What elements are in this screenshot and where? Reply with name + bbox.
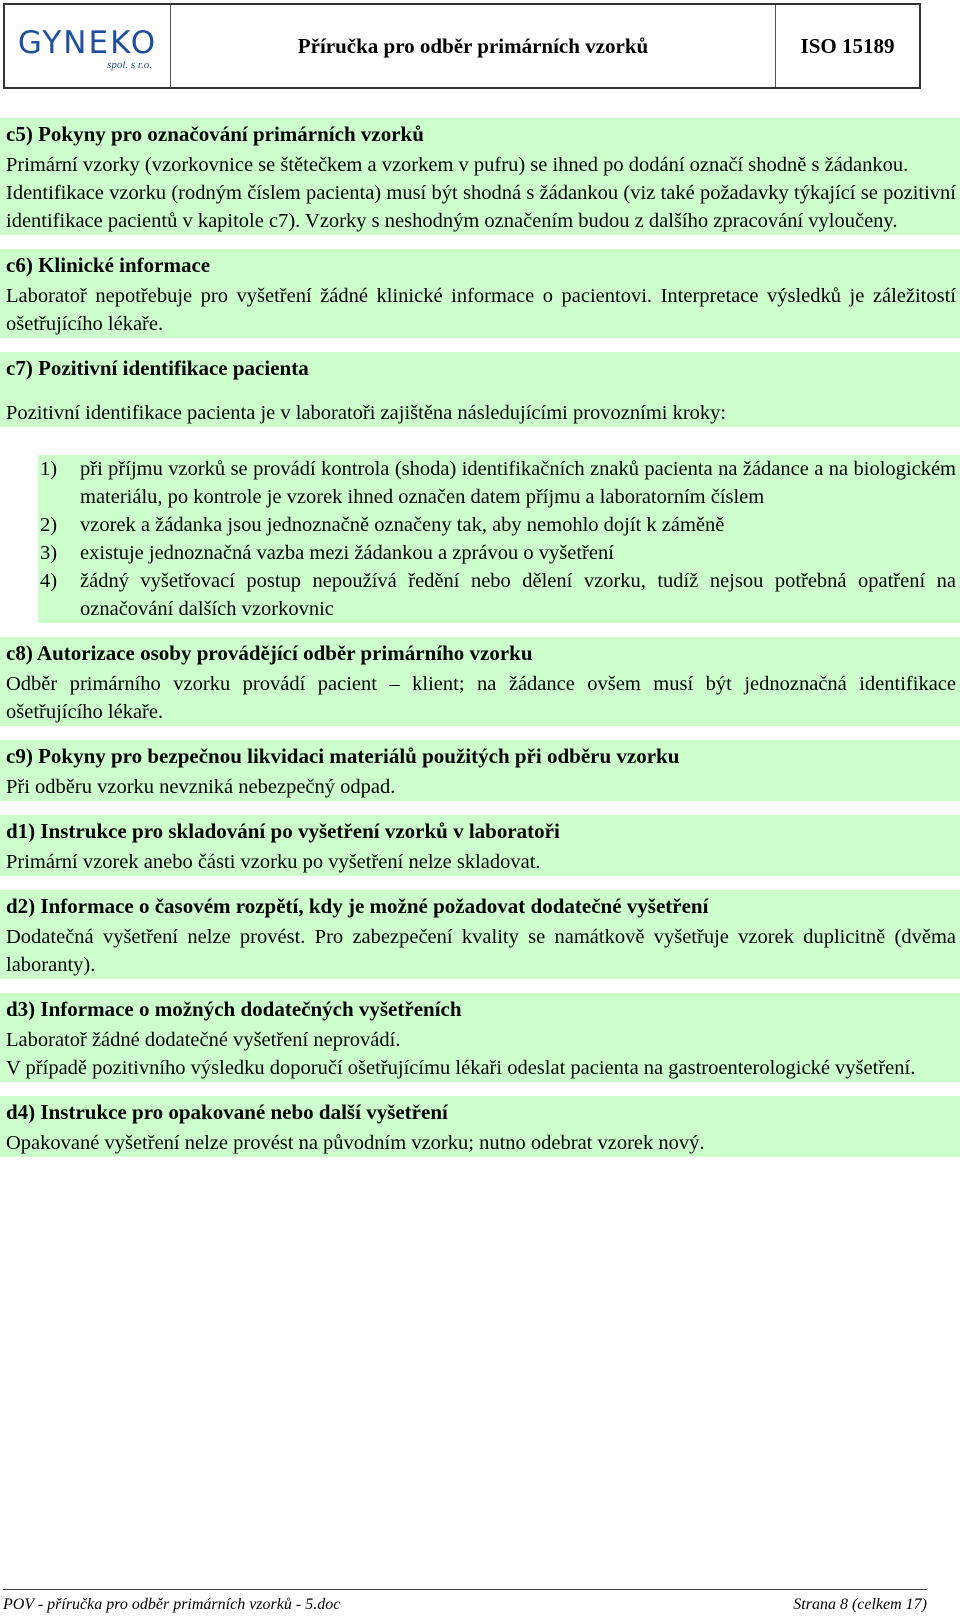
section-d1 xyxy=(0,815,960,876)
list-item xyxy=(40,511,956,539)
section-d2 xyxy=(0,890,960,979)
list-text: existuje jednoznačná vazba mezi žádankou a zprávou o vyšetření xyxy=(80,542,614,564)
list-number: 1) xyxy=(40,458,58,480)
paragraph: Při odběru vzorku nevzniká nebezpečný odpad. xyxy=(6,776,396,798)
section-heading: d3) Informace o možných dodatečných vyšetřeních xyxy=(6,997,462,1021)
list-number: 3) xyxy=(40,542,58,564)
document-title: Příručka pro odběr primárních vzorků xyxy=(171,5,776,87)
paragraph: Primární vzorek anebo části vzorku po vyšetření nelze skladovat. xyxy=(6,851,541,873)
list-number: 4) xyxy=(40,570,58,592)
footer-page-number: Strana 8 (celkem 17) xyxy=(793,1596,927,1613)
paragraph: Dodatečná vyšetření nelze provést. Pro zabezpečení kvality se namátkově vyšetřuje vzorek duplicitně (dvěma laboranty). xyxy=(6,926,956,976)
section-heading: d2) Informace o časovém rozpětí, kdy je možné požadovat dodatečné vyšetření xyxy=(6,894,709,918)
section-c6 xyxy=(0,249,960,338)
paragraph: Laboratoř žádné dodatečné vyšetření neprovádí. xyxy=(6,1029,401,1051)
section-c9 xyxy=(0,740,960,801)
list-item xyxy=(40,455,956,511)
paragraph: Identifikace vzorku (rodným číslem pacienta) musí být shodná s žádankou (viz také požadavky týkající se pozitivní identifikace pacientů v kapitole c7). Vzorky s neshodným označením budou z dalšího zpracování vyloučeny. xyxy=(6,182,956,232)
list-number: 2) xyxy=(40,514,58,536)
paragraph: Primární vzorky (vzorkovnice se štětečkem a vzorkem v pufru) se ihned po dodání označí shodně s žádankou. xyxy=(6,154,909,176)
list-text: při příjmu vzorků se provádí kontrola (shoda) identifikačních znaků pacienta na žádance a na biologickém materiálu, po kontrole je vzorek ihned označen datem příjmu a laboratorním číslem xyxy=(80,458,956,508)
list-text: vzorek a žádanka jsou jednoznačně označeny tak, aby nemohlo dojít k záměně xyxy=(80,514,725,536)
list-item xyxy=(40,567,956,623)
paragraph: Laboratoř nepotřebuje pro vyšetření žádné klinické informace o pacientovi. Interpretace výsledků je záležitostí ošetřujícího lékaře. xyxy=(6,285,956,335)
logo-subtext: spol. s r.o. xyxy=(107,58,152,71)
section-heading: c9) Pokyny pro bezpečnou likvidaci materiálů použitých při odběru vzorku xyxy=(6,744,680,768)
section-c8 xyxy=(0,637,960,726)
section-heading: c5) Pokyny pro označování primárních vzorků xyxy=(6,122,424,146)
section-heading: c8) Autorizace osoby provádějící odběr primárního vzorku xyxy=(6,641,533,665)
section-d4 xyxy=(0,1096,960,1157)
section-d3 xyxy=(0,993,960,1082)
section-heading: c7) Pozitivní identifikace pacienta xyxy=(6,356,309,380)
standard-label: ISO 15189 xyxy=(800,33,895,58)
list-item xyxy=(40,539,956,567)
c7-steps-list xyxy=(38,455,960,623)
paragraph: Opakované vyšetření nelze provést na původním vzorku; nutno odebrat vzorek nový. xyxy=(6,1132,705,1154)
section-c5 xyxy=(0,118,960,235)
page-header xyxy=(3,3,921,89)
paragraph: Pozitivní identifikace pacienta je v laboratoři zajištěna následujícími provozními kroky: xyxy=(6,402,727,424)
logo-text: GYNEKO xyxy=(17,24,158,61)
page-content xyxy=(0,118,960,1157)
paragraph: Odběr primárního vzorku provádí pacient – klient; na žádance ovšem musí být jednoznačná identifikace ošetřujícího lékaře. xyxy=(6,673,956,723)
page-footer xyxy=(3,1589,927,1614)
section-heading: d1) Instrukce pro skladování po vyšetření vzorků v laboratoři xyxy=(6,819,560,843)
section-heading: d4) Instrukce pro opakované nebo další vyšetření xyxy=(6,1100,448,1124)
section-heading: c6) Klinické informace xyxy=(6,253,211,277)
list-text: žádný vyšetřovací postup nepoužívá ředění nebo dělení vzorku, tudíž nejsou potřebná opatření na označování dalších vzorkovnic xyxy=(80,570,956,620)
section-c7 xyxy=(0,352,960,427)
footer-document-name: POV - příručka pro odběr primárních vzorků - 5.doc xyxy=(3,1596,341,1613)
paragraph: V případě pozitivního výsledku doporučí ošetřujícímu lékaři odeslat pacienta na gastroenterologické vyšetření. xyxy=(6,1057,916,1079)
company-logo xyxy=(5,5,171,87)
